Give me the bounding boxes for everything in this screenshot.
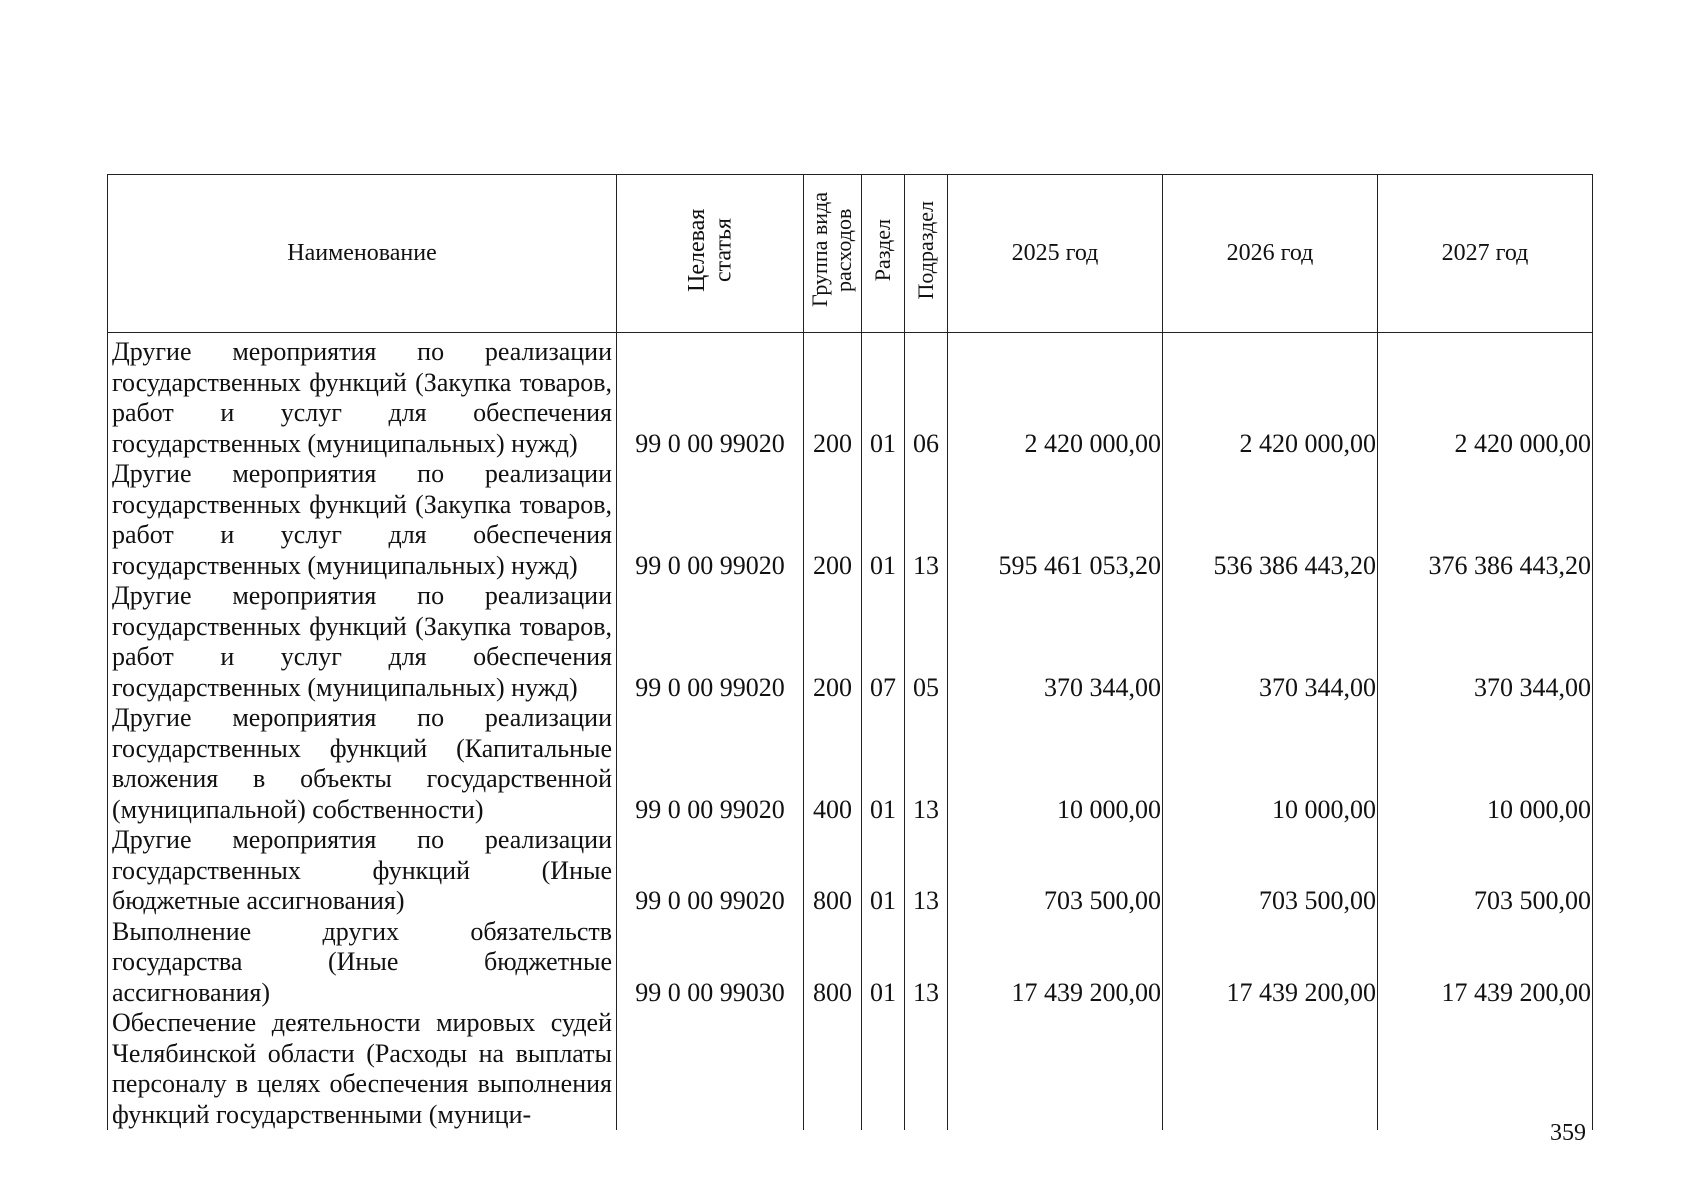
row-expense-group: 200: [804, 581, 862, 703]
row-subsection: 13: [905, 825, 948, 917]
row-section: 07: [862, 581, 905, 703]
row-name: Другие мероприятия по реализации государственных функций (Капитальные вложения в объекты государственной (муниципальной) собственности): [108, 703, 617, 825]
row-amount-2026: 10 000,00: [1163, 703, 1378, 825]
row-section: [862, 1008, 905, 1130]
table-row: [108, 459, 1593, 581]
table-row: [108, 1008, 1593, 1130]
row-expense-group: [804, 1008, 862, 1130]
row-amount-2026: 703 500,00: [1163, 825, 1378, 917]
row-amount-2025: 370 344,00: [948, 581, 1163, 703]
row-amount-2027: 17 439 200,00: [1378, 917, 1593, 1009]
row-amount-2026: 536 386 443,20: [1163, 459, 1378, 581]
row-expense-group: 200: [804, 333, 862, 460]
row-amount-2026: 2 420 000,00: [1163, 333, 1378, 460]
row-amount-2025: 17 439 200,00: [948, 917, 1163, 1009]
row-amount-2026: 370 344,00: [1163, 581, 1378, 703]
row-amount-2026: 17 439 200,00: [1163, 917, 1378, 1009]
table-header-row: [108, 175, 1593, 333]
row-name: Другие мероприятия по реализации государственных функций (Закупка товаров, работ и услуг для обеспечения государственных (муниципальных) нужд): [108, 333, 617, 460]
row-amount-2025: 703 500,00: [948, 825, 1163, 917]
row-amount-2025: 595 461 053,20: [948, 459, 1163, 581]
row-amount-2027: [1378, 1008, 1593, 1130]
row-name: Выполнение других обязательств государства (Иные бюджетные ассигнования): [108, 917, 617, 1009]
row-amount-2025: [948, 1008, 1163, 1130]
row-name: Обеспечение деятельности мировых судей Челябинской области (Расходы на выплаты персоналу в целях обеспечения выполнения функций государственными (муници-: [108, 1008, 617, 1130]
table-row: [108, 581, 1593, 703]
row-subsection: [905, 1008, 948, 1130]
row-subsection: 13: [905, 703, 948, 825]
table-row: [108, 703, 1593, 825]
row-subsection: 06: [905, 333, 948, 460]
header-section: Раздел: [862, 175, 905, 333]
header-expense-group: Группа вида расходов: [804, 175, 862, 333]
row-expense-group: 400: [804, 703, 862, 825]
row-target-article: [617, 1008, 804, 1130]
row-section: 01: [862, 703, 905, 825]
row-name: Другие мероприятия по реализации государственных функций (Закупка товаров, работ и услуг для обеспечения государственных (муниципальных) нужд): [108, 581, 617, 703]
row-amount-2027: 370 344,00: [1378, 581, 1593, 703]
row-section: 01: [862, 333, 905, 460]
row-expense-group: 200: [804, 459, 862, 581]
row-subsection: 13: [905, 459, 948, 581]
header-name: Наименование: [108, 175, 617, 333]
budget-table: [107, 174, 1593, 1130]
row-amount-2025: 2 420 000,00: [948, 333, 1163, 460]
row-target-article: 99 0 00 99020: [617, 459, 804, 581]
table-row: [108, 917, 1593, 1009]
row-target-article: 99 0 00 99020: [617, 703, 804, 825]
header-subsection: Подраздел: [905, 175, 948, 333]
table-row: [108, 825, 1593, 917]
row-expense-group: 800: [804, 825, 862, 917]
row-name: Другие мероприятия по реализации государственных функций (Закупка товаров, работ и услуг для обеспечения государственных (муниципальных) нужд): [108, 459, 617, 581]
row-target-article: 99 0 00 99020: [617, 825, 804, 917]
header-year-2027: 2027 год: [1378, 175, 1593, 333]
row-subsection: 05: [905, 581, 948, 703]
row-amount-2027: 10 000,00: [1378, 703, 1593, 825]
row-expense-group: 800: [804, 917, 862, 1009]
header-year-2026: 2026 год: [1163, 175, 1378, 333]
row-section: 01: [862, 917, 905, 1009]
header-target-article: Целевая статья: [617, 175, 804, 333]
row-amount-2027: 2 420 000,00: [1378, 333, 1593, 460]
row-amount-2025: 10 000,00: [948, 703, 1163, 825]
row-target-article: 99 0 00 99020: [617, 581, 804, 703]
row-amount-2026: [1163, 1008, 1378, 1130]
page-number: 359: [1550, 1120, 1586, 1146]
row-section: 01: [862, 459, 905, 581]
row-target-article: 99 0 00 99020: [617, 333, 804, 460]
row-name: Другие мероприятия по реализации государственных функций (Иные бюджетные ассигнования): [108, 825, 617, 917]
row-amount-2027: 376 386 443,20: [1378, 459, 1593, 581]
row-amount-2027: 703 500,00: [1378, 825, 1593, 917]
row-subsection: 13: [905, 917, 948, 1009]
header-year-2025: 2025 год: [948, 175, 1163, 333]
row-section: 01: [862, 825, 905, 917]
table-row: [108, 333, 1593, 460]
row-target-article: 99 0 00 99030: [617, 917, 804, 1009]
